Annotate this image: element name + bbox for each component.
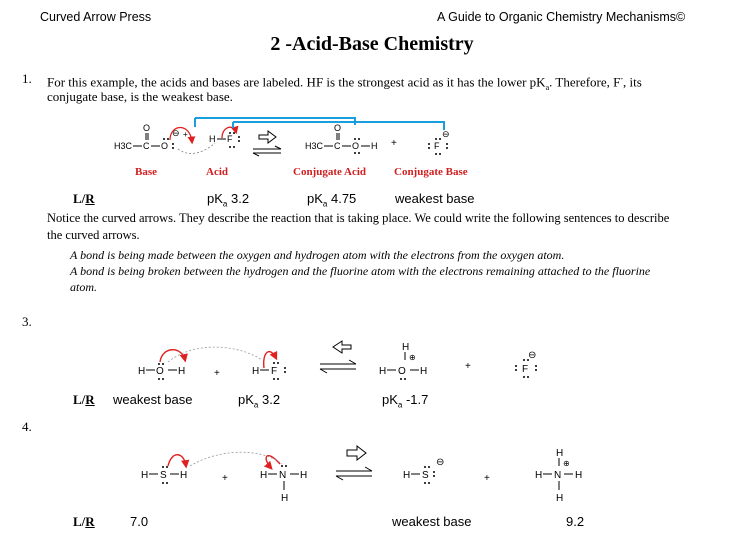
plus-charge: ⊕ (409, 353, 416, 362)
minus-charge-4: ⊖ (436, 457, 445, 468)
item3-lr-l: L/ (73, 392, 86, 407)
item3-pka2-val: -1.7 (402, 392, 429, 407)
ammonium (535, 448, 582, 504)
item1-line1-tail: , its (623, 74, 642, 90)
plus-charge-2: ⊕ (563, 459, 570, 468)
item4-lr-r: R (85, 514, 95, 529)
f-label-2: F (434, 141, 440, 151)
plus-sign: + (183, 130, 188, 139)
hs-s: S (422, 470, 429, 481)
item1-weakest-base: weakest base (395, 191, 475, 206)
h2s-s: S (160, 470, 167, 481)
fluoride-conj-base (428, 129, 450, 155)
minus-charge-2: ⊖ (442, 129, 450, 139)
item3-pka2-sub: a (397, 400, 403, 410)
hf-h: H (252, 366, 260, 377)
f-label: F (227, 134, 233, 144)
reaction3 (138, 341, 537, 380)
item1-pka2-text: pK (307, 191, 323, 206)
notice-line1: Notice the curved arrows. They describe the reaction that is taking place. We could write the following sentences to describe (47, 211, 670, 225)
h2s-h2: H (180, 470, 188, 481)
item3-pka2-text: pK (382, 392, 398, 407)
nh3-h3: H (281, 493, 289, 504)
label-conjugate-base: Conjugate Base (394, 166, 468, 178)
h3c-label: H3C (114, 141, 133, 151)
header-left: Curved Arrow Press (40, 10, 152, 24)
label-conjugate-acid: Conjugate Acid (293, 166, 367, 178)
h3c-label-2: H3C (305, 141, 324, 151)
oxygen-label: O (161, 141, 169, 151)
italic-line3: atom. (70, 280, 97, 294)
nh4-h-top: H (556, 448, 564, 459)
item1-line1-sub: a (545, 82, 550, 92)
header-right: A Guide to Organic Chemistry Mechanisms© (437, 10, 686, 24)
hf-acid (209, 132, 240, 148)
item3-pka1-sub: a (253, 400, 259, 410)
fluoride-3 (515, 350, 537, 378)
nh3-h1: H (260, 470, 268, 481)
carbonyl-oxygen: O (143, 123, 151, 133)
nh3-n: N (279, 470, 287, 481)
item1-line1-sup: - (620, 74, 624, 83)
italic-line2: A bond is being broken between the hydrogen and the fluorine atom with the electrons remaining attached to the fluorine (70, 264, 651, 278)
item4-val1: 7.0 (130, 514, 149, 529)
water (138, 363, 185, 380)
italic-line1: A bond is being made between the oxygen and hydrogen atom with the electrons from the oxygen atom. (70, 248, 565, 262)
h-label-2: H (371, 141, 378, 151)
notice-line2: the curved arrows. (47, 228, 140, 242)
hydrosulfide (403, 457, 444, 484)
hf-acid-3 (252, 362, 286, 380)
minus-charge-3: ⊖ (528, 350, 537, 361)
hydrogen-sulfide (141, 466, 187, 484)
nh3-h2: H (300, 470, 308, 481)
hs-h: H (403, 470, 411, 481)
plus-sign-2: + (391, 138, 397, 149)
item1-line1-text: For this example, the acids and bases are labeled. HF is the strongest acid as it has the lower pK (47, 74, 546, 90)
reaction4 (141, 446, 582, 504)
nh4-h1: H (535, 470, 543, 481)
item1-number: 1. (22, 71, 32, 86)
label-acid: Acid (206, 166, 228, 178)
item1-pka2-val: 4.75 (327, 191, 357, 206)
item1-line2: conjugate base, is the weakest base. (47, 89, 233, 104)
hydronium (379, 342, 427, 380)
fluoride-f: F (522, 364, 529, 375)
hydronium-o: O (398, 366, 406, 377)
plus-sign-5: + (222, 473, 228, 484)
h-label: H (209, 134, 216, 144)
minus-charge: ⊖ (172, 128, 180, 138)
item3-weakest-base: weakest base (113, 392, 193, 407)
hydronium-h-top: H (402, 342, 410, 353)
item4-val2: 9.2 (566, 514, 585, 529)
item3-pka1-val: 3.2 (258, 392, 281, 407)
item4-number: 4. (22, 419, 32, 434)
nh4-n: N (554, 470, 562, 481)
label-base: Base (135, 166, 157, 178)
hf-f: F (271, 366, 278, 377)
item1-lr-l: L/ (73, 191, 86, 206)
item3-pka1-text: pK (238, 392, 254, 407)
item1-lr-r: R (85, 191, 95, 206)
plus-sign-6: + (484, 473, 490, 484)
carbonyl-oxygen-2: O (334, 123, 342, 133)
carbon-label-2: C (334, 141, 341, 151)
plus-sign-3: + (214, 368, 220, 379)
item1-line1-end: . Therefore, F (549, 74, 621, 90)
item1-pka1-sub: a (222, 199, 228, 209)
ammonia (260, 465, 307, 504)
item1-pka1-text: pK (207, 191, 223, 206)
oxygen-label-2: O (352, 141, 360, 151)
h2s-h1: H (141, 470, 149, 481)
item4-lr-l: L/ (73, 514, 86, 529)
page-title: 2 -Acid-Base Chemistry (270, 33, 474, 55)
hydronium-h2: H (420, 366, 428, 377)
water-o: O (156, 366, 164, 377)
water-h2: H (178, 366, 186, 377)
nh4-h2: H (575, 470, 583, 481)
nh4-h3: H (556, 493, 564, 504)
item3-lr-r: R (85, 392, 95, 407)
item3-number: 3. (22, 314, 32, 329)
item1-pka1-val: 3.2 (227, 191, 250, 206)
reaction1 (114, 118, 450, 156)
acetic-acid (305, 123, 378, 154)
plus-sign-4: + (465, 361, 471, 372)
item1-pka2-sub: a (322, 199, 328, 209)
water-h1: H (138, 366, 146, 377)
carbon-label: C (143, 141, 150, 151)
hydronium-h1: H (379, 366, 387, 377)
acetate-base (114, 123, 188, 151)
item4-weakest-base: weakest base (392, 514, 472, 529)
